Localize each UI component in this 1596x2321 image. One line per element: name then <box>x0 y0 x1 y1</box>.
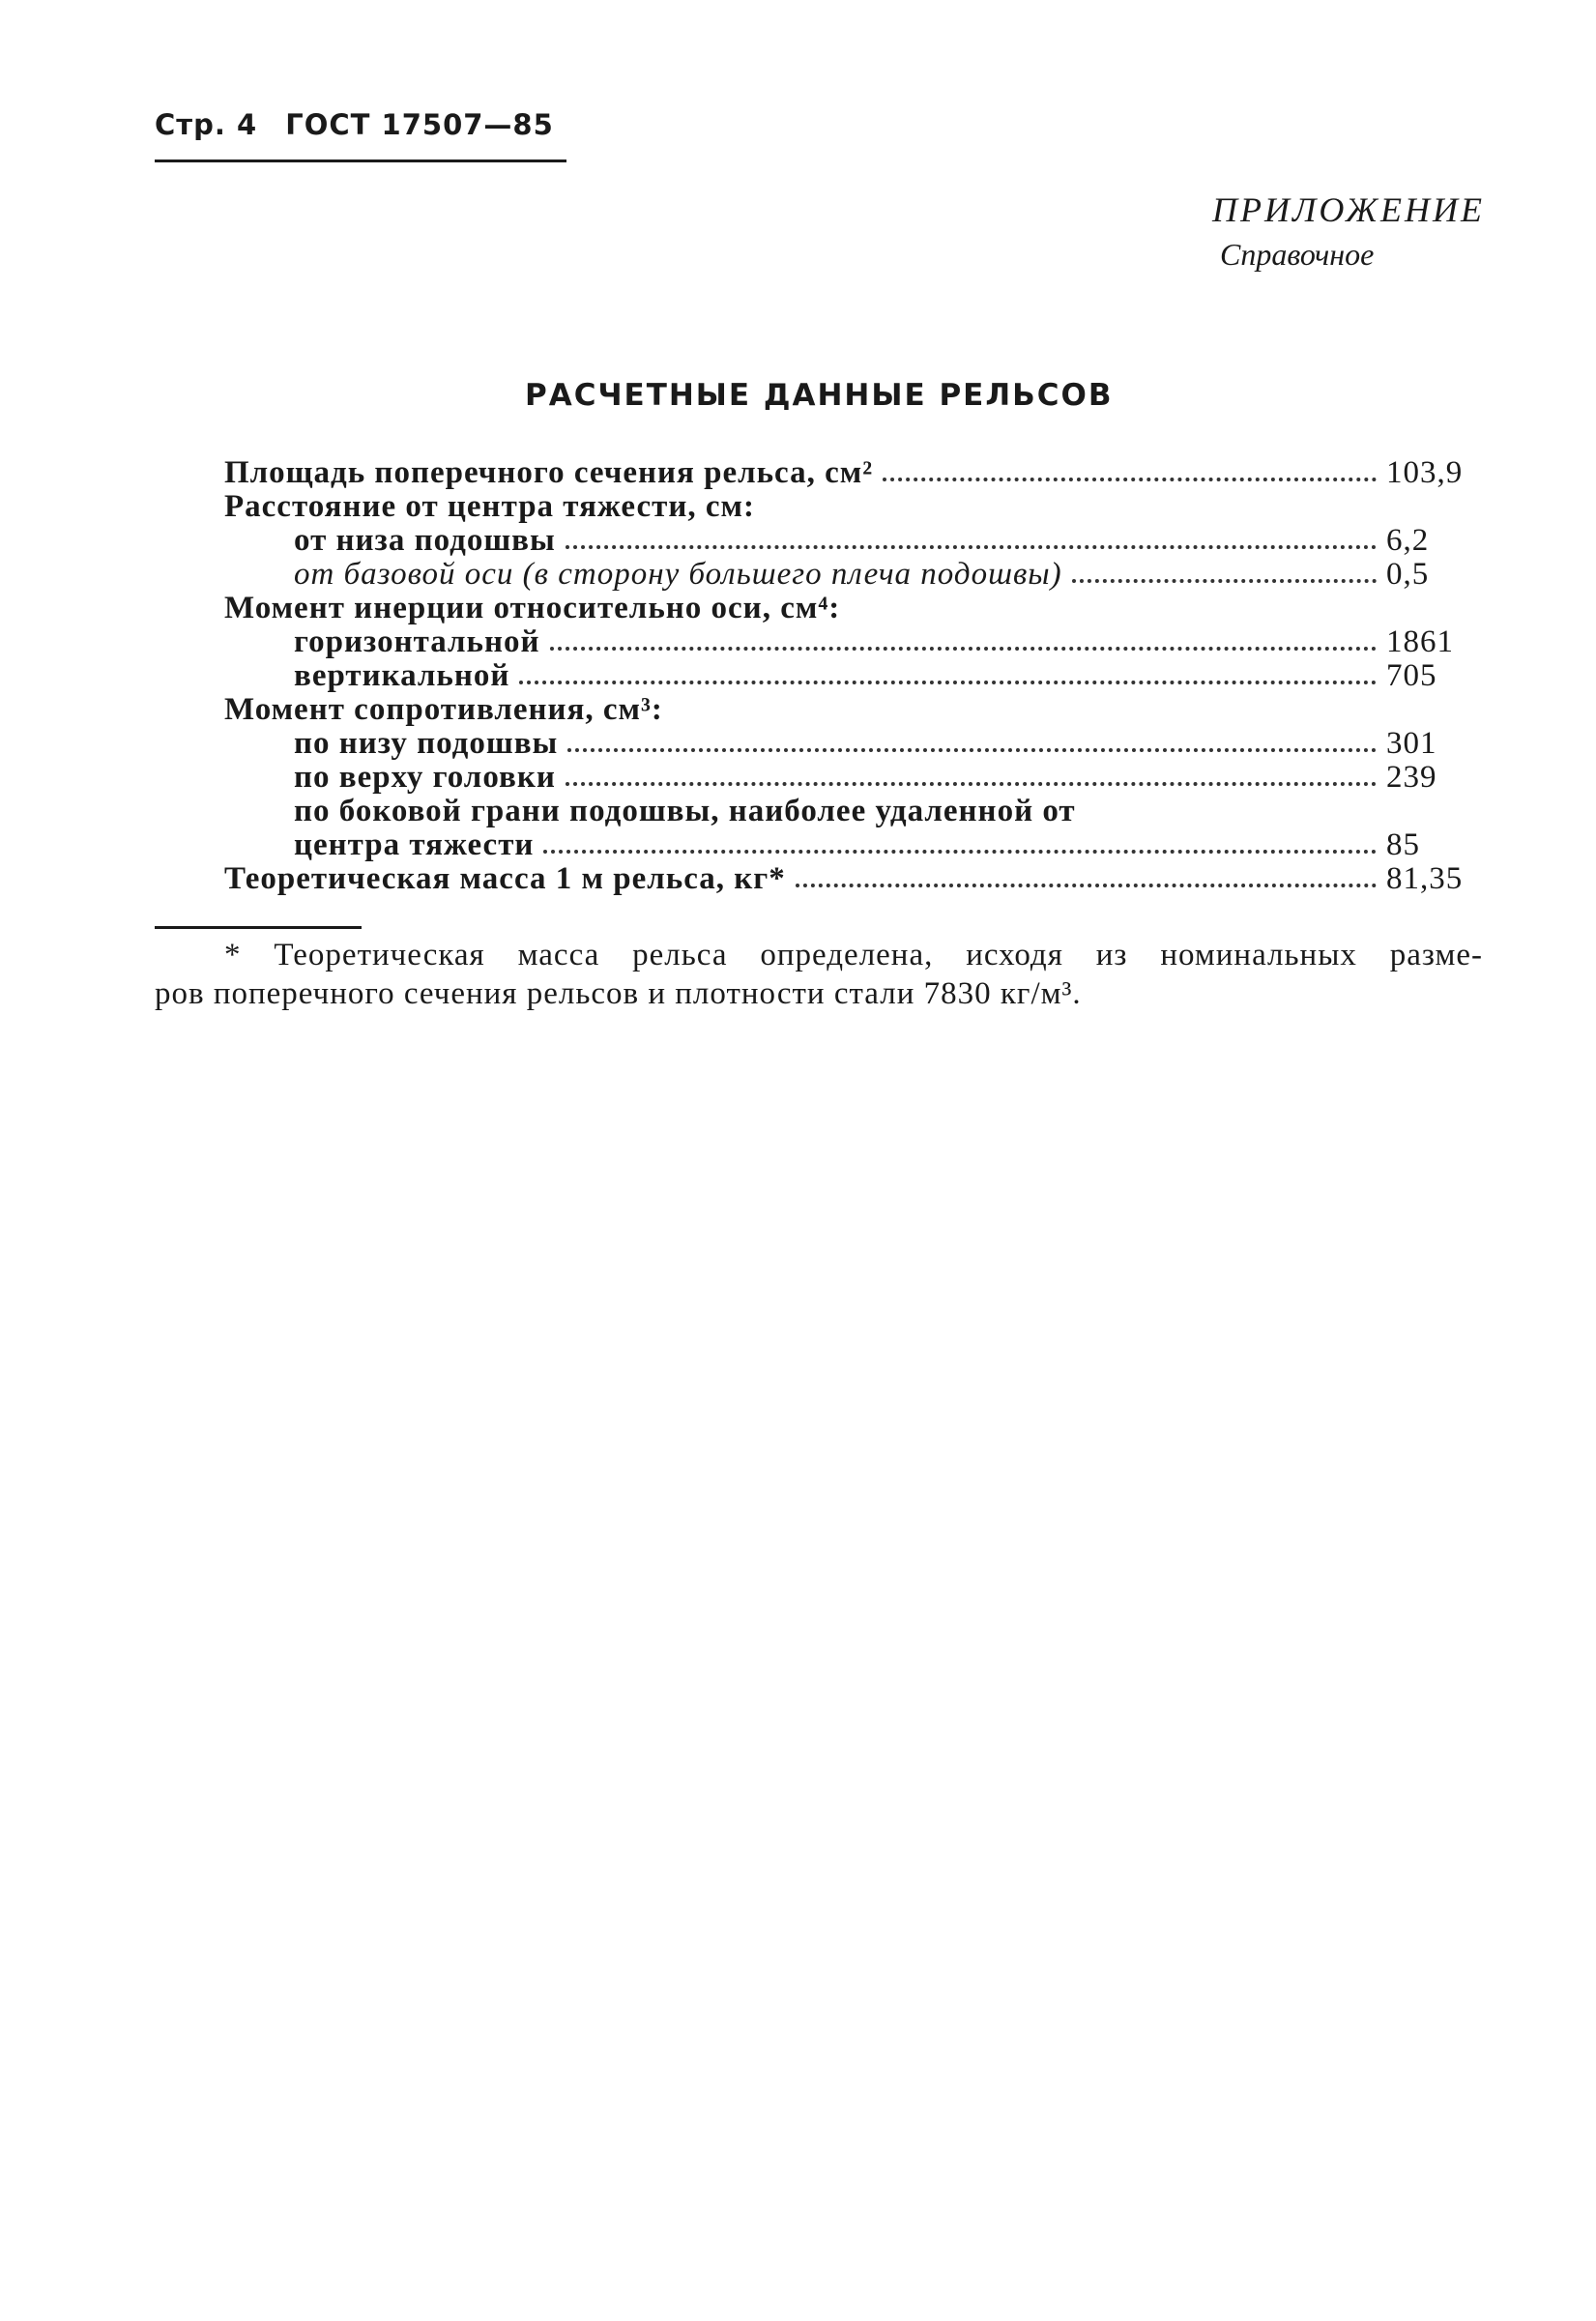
list-item <box>224 659 1483 693</box>
list-item <box>224 592 1483 625</box>
item-label: Момент сопротивления, см³: <box>224 692 663 727</box>
item-value: 301 <box>1386 726 1437 761</box>
item-value: 239 <box>1386 760 1437 795</box>
item-value: 103,9 <box>1386 455 1464 490</box>
standard-number: ГОСТ 17507—85 <box>285 108 554 141</box>
item-value: 81,35 <box>1386 861 1464 896</box>
item-label: вертикальной <box>294 658 510 693</box>
page-title: РАСЧЕТНЫЕ ДАННЫЕ РЕЛЬСОВ <box>525 378 1114 413</box>
footnote <box>155 936 1483 1013</box>
item-label: по низу подошвы <box>294 726 559 761</box>
dot-leader <box>519 680 1377 684</box>
dot-leader <box>883 477 1377 481</box>
footnote-line-1: * Теоретическая масса рельса определена, исходя из номинальных разме- <box>224 938 1483 972</box>
appendix-label: ПРИЛОЖЕНИЕ <box>1212 190 1485 229</box>
list-item <box>224 490 1483 524</box>
item-label: горизонтальной <box>294 624 540 659</box>
list-item <box>224 558 1483 592</box>
appendix-type: Справочное <box>1220 237 1375 272</box>
dot-leader <box>543 849 1377 854</box>
footnote-rule <box>155 926 362 929</box>
list-item <box>224 761 1483 795</box>
item-label: центра тяжести <box>294 827 535 862</box>
item-value: 85 <box>1386 827 1420 862</box>
list-item <box>224 625 1483 659</box>
item-value: 1861 <box>1386 624 1454 659</box>
dot-leader <box>796 883 1377 887</box>
list-item <box>224 795 1483 828</box>
item-label: от низа подошвы <box>294 523 556 558</box>
item-value: 705 <box>1386 658 1437 693</box>
footnote-line-2: ров поперечного сечения рельсов и плотности стали 7830 кг/м³. <box>155 976 1082 1011</box>
item-label: от базовой оси (в сторону большего плеча подошвы) <box>294 557 1062 592</box>
data-list <box>224 456 1483 896</box>
dot-leader <box>567 747 1377 752</box>
dot-leader <box>566 544 1377 549</box>
item-label: Площадь поперечного сечения рельса, см² <box>224 455 874 490</box>
list-item <box>224 828 1483 862</box>
dot-leader <box>550 646 1377 651</box>
item-value: 0,5 <box>1386 557 1430 592</box>
dot-leader <box>566 781 1377 786</box>
item-label: Расстояние от центра тяжести, см: <box>224 489 755 524</box>
item-label: по верху головки <box>294 760 556 795</box>
item-label: Момент инерции относительно оси, см⁴: <box>224 591 841 625</box>
header-rule <box>155 160 566 162</box>
item-label: Теоретическая масса 1 м рельса, кг* <box>224 861 786 896</box>
list-item <box>224 727 1483 761</box>
list-item <box>224 524 1483 558</box>
running-head <box>155 108 566 141</box>
page-number: Стр. 4 <box>155 108 258 141</box>
list-item <box>224 862 1483 896</box>
item-value: 6,2 <box>1386 523 1430 558</box>
list-item <box>224 456 1483 490</box>
list-item <box>224 693 1483 727</box>
item-label: по боковой грани подошвы, наиболее удаленной от <box>294 794 1076 828</box>
dot-leader <box>1072 578 1377 583</box>
